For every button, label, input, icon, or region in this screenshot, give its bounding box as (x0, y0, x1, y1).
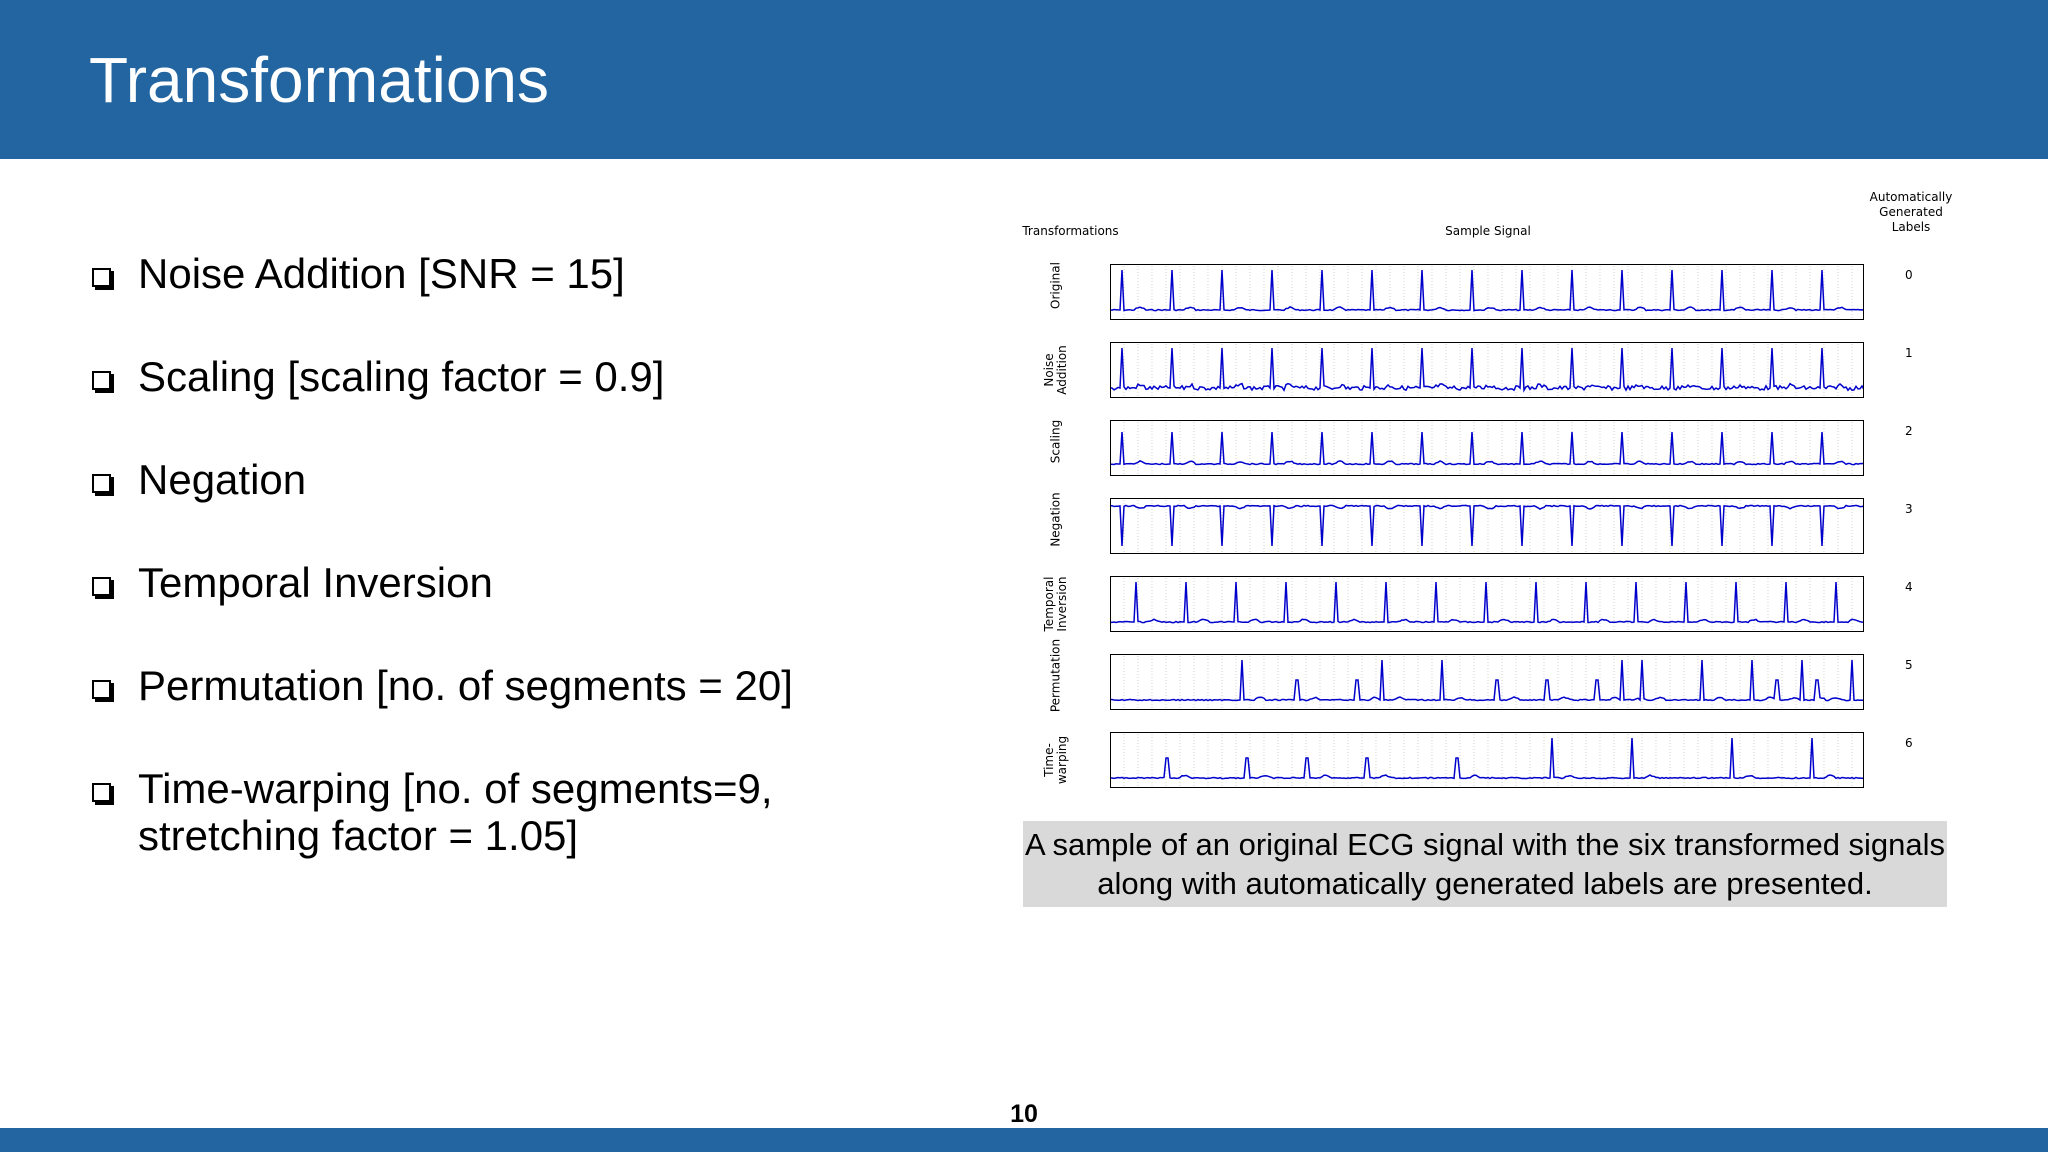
footer-bar (0, 1128, 2048, 1152)
signal-plot (1110, 420, 1864, 476)
checkbox-bullet-icon (92, 783, 111, 802)
row-label (1050, 246, 1063, 326)
column-heading-sample-signal: Sample Signal (1445, 224, 1531, 238)
signal-plot (1110, 498, 1864, 554)
row-label-number: 0 (1905, 268, 1913, 282)
checkbox-bullet-icon (92, 577, 111, 596)
row-label-line: Scaling (1048, 419, 1063, 464)
ecg-signal-line (1110, 738, 1864, 779)
ecg-figure (1018, 186, 1958, 796)
column-heading-transformations: Transformations (1022, 224, 1119, 238)
column-heading-labels (1861, 190, 1961, 235)
signal-plot (1110, 732, 1864, 788)
signal-plot (1110, 576, 1864, 632)
ecg-signal-line (1110, 348, 1864, 390)
checkbox-bullet-icon (92, 474, 111, 493)
row-label (1043, 330, 1069, 410)
checkbox-bullet-icon (92, 371, 111, 390)
bullet-item (90, 456, 850, 503)
ecg-signal-line (1110, 582, 1864, 623)
row-label (1050, 636, 1063, 716)
label-heading-line: Automatically (1869, 190, 1953, 204)
bullet-item (90, 250, 850, 297)
label-heading-line: Labels (1891, 220, 1931, 234)
signal-plot (1110, 654, 1864, 710)
ecg-signal-line (1110, 505, 1864, 546)
ecg-signal-line (1110, 270, 1864, 311)
bullet-item (90, 353, 850, 400)
checkbox-bullet-icon (92, 680, 111, 699)
row-label-line: warping (1055, 735, 1069, 785)
signal-plot (1110, 342, 1864, 398)
row-label-line: Time- (1042, 743, 1056, 777)
row-label-number: 4 (1905, 580, 1913, 594)
label-heading-line: Generated (1879, 205, 1943, 219)
bullet-text: Temporal Inversion (138, 559, 493, 606)
row-label-line: Original (1048, 262, 1063, 309)
checkbox-bullet-icon (92, 268, 111, 287)
row-label-number: 6 (1905, 736, 1913, 750)
bullet-list (90, 250, 850, 915)
bullet-item (90, 559, 850, 606)
bullet-text: Time-warping [no. of segments=9, stretching factor = 1.05] (138, 765, 773, 859)
row-label-line: Noise (1042, 353, 1056, 387)
bullet-text: Noise Addition [SNR = 15] (138, 250, 625, 297)
row-label-line: Addition (1055, 345, 1069, 395)
bullet-item (90, 662, 850, 709)
figure-caption: A sample of an original ECG signal with the six transformed signals along with automatically generated labels are presented. (1023, 821, 1947, 907)
row-label-line: Permutation (1048, 638, 1063, 713)
ecg-signal-line (1110, 660, 1864, 701)
signal-plot (1110, 264, 1864, 320)
row-label-line: Inversion (1055, 576, 1069, 632)
page-number: 10 (1010, 1100, 1038, 1128)
bullet-item (90, 765, 798, 859)
row-label (1043, 564, 1069, 644)
ecg-signal-line (1110, 432, 1864, 465)
row-label-number: 3 (1905, 502, 1913, 516)
row-label-number: 5 (1905, 658, 1913, 672)
row-label-line: Negation (1048, 492, 1063, 547)
row-label-number: 1 (1905, 346, 1913, 360)
bullet-text: Negation (138, 456, 307, 503)
row-label (1050, 480, 1063, 560)
row-label (1043, 720, 1069, 800)
row-label-number: 2 (1905, 424, 1913, 438)
bullet-text: Scaling [scaling factor = 0.9] (138, 353, 665, 400)
row-label-line: Temporal (1042, 576, 1056, 632)
bullet-text: Permutation [no. of segments = 20] (138, 662, 793, 709)
slide-title: Transformations (89, 44, 549, 116)
row-label (1050, 402, 1063, 482)
